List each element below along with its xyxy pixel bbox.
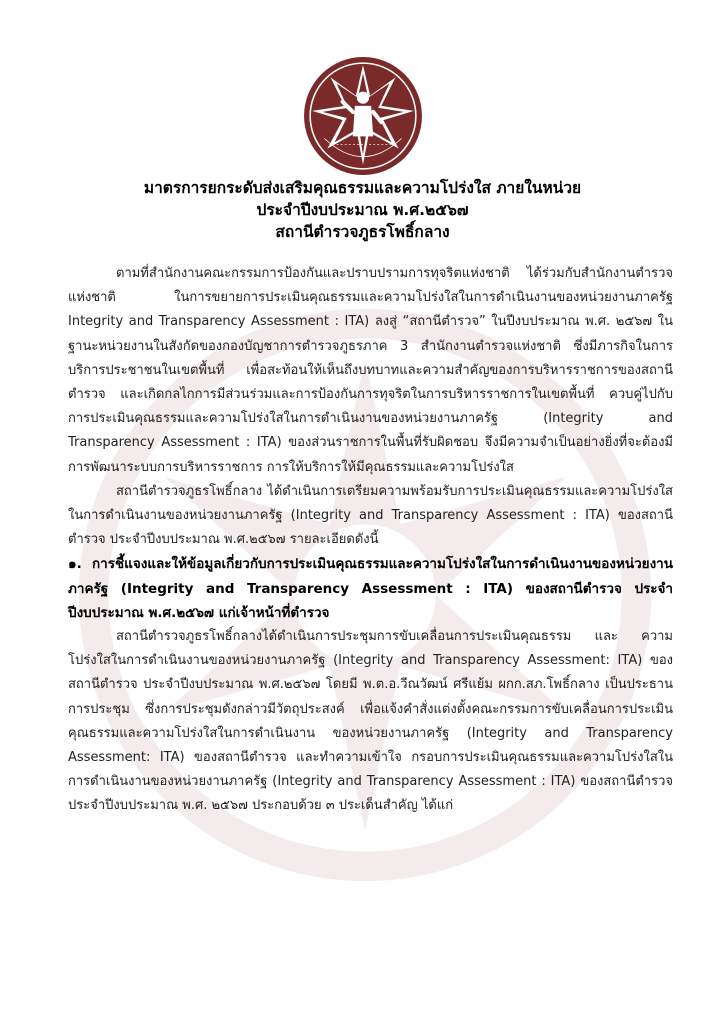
meeting-paragraph: สถานีตำรวจภูธรโพธิ์กลางได้ดำเนินการประชุมการขับเคลื่อนการประเมินคุณธรรม และ ความโปร่งใสในการดำเนินงานของหน่วยงานภาครัฐ (Integrity and Transparency Assessment: ITA) ของสถานีตำรวจ ประจำปีงบประมาณ พ.ศ.๒๕๖๗ โดยมี พ.ต.อ.วีณวัฒน์ ศรีแย้ม ผกก.สภ.โพธิ์กลาง เป็นประธานการประชุม ซึ่งการประชุมดังกล่าวมีวัตถุประสงค์ เพื่อแจ้งคำสั่งแต่งตั้งคณะกรรมการขับเคลื่อนการประเมินคุณธรรมและความโปร่งใสในการดำเนินงาน ของหน่วยงานภาครัฐ (Integrity and Transparency Assessment: ITA) ของสถานีตำรวจ และทำความเข้าใจ กรอบการประเมินคุณธรรมและความโปร่งใสในการดำเนินงานของหน่วยงานภาครัฐ (Integrity and Transparency Assessment : ITA) ของสถานีตำรวจประจำปีงบประมาณ พ.ศ. ๒๕๖๗ ประกอบด้วย ๓ ประเด็นสำคัญ ได้แก่ (68, 629, 673, 814)
header-station-name: สถานีตำรวจภูธรโพธิ์กลาง (275, 223, 450, 241)
header-fiscal-year: ประจำปีงบประมาณ พ.ศ.๒๕๖๗ (256, 201, 469, 219)
section-1-heading: ๑. การชี้แจงและให้ข้อมูลเกี่ยวกับการประเมินคุณธรรมและความโปร่งใสในการดำเนินงานของหน่วยงานภาครัฐ (Integrity and Transparency Assessment : ITA) ของสถานีตำรวจ ประจำปีงบประมาณ พ.ศ.๒๕๖๗ แก่เจ้าหน้าที่ตำรวจ (68, 556, 673, 621)
header-title: มาตรการยกระดับส่งเสริมคุณธรรมและความโปร่งใส ภายในหน่วย (143, 179, 582, 197)
intro-paragraph: ตามที่สำนักงานคณะกรรมการป้องกันและปราบปรามการทุจริตแห่งชาติ ได้ร่วมกับสำนักงานตำรวจแห่งชาติ ในการขยายการประเมินคุณธรรมและความโปร่งใสในการดำเนินงานของหน่วยงานภาครัฐ Integrity and Transparency Assessment : ITA) ลงสู่ “สถานีตำรวจ” ในปีงบประมาณ พ.ศ. ๒๕๖๗ ในฐานะหน่วยงานในสังกัดของกองบัญชาการตำรวจภูธรภาค 3 สำนักงานตำรวจแห่งชาติ ซึ่งมีภารกิจในการบริการประชาชนในเขตพื้นที่ เพื่อสะท้อนให้เห็นถึงบทบาทและความสำคัญของการบริหารราชการของสถานีตำรวจ และเกิดกลไกการมีส่วนร่วมและการป้องกันการทุจริตในการบริหารราชการในเขตพื้นที่ ควบคู่ไปกับการประเมินคุณธรรมและความโปร่งใสในการดำเนินงานของหน่วยงานภาครัฐ (Integrity and Transparency Assessment : ITA) ของส่วนราชการในพื้นที่รับผิดชอบ จึงมีความจำเป็นอย่างยิ่งที่จะต้องมีการพัฒนาระบบการบริหารราชการ การให้บริการให้มีคุณธรรมและความโปร่งใส (68, 266, 673, 475)
document-body (68, 262, 673, 819)
preparation-paragraph: สถานีตำรวจภูธรโพธิ์กลาง ได้ดำเนินการเตรียมความพร้อมรับการประเมินคุณธรรมและความโปร่งใสในการดำเนินงานของหน่วยงานภาครัฐ (Integrity and Transparency Assessment : ITA) ของสถานีตำรวจ ประจำปีงบประมาณ พ.ศ.๒๕๖๗ รายละเอียดดังนี้ (68, 483, 673, 548)
document-header (60, 177, 665, 243)
police-station-seal-icon (302, 55, 424, 177)
